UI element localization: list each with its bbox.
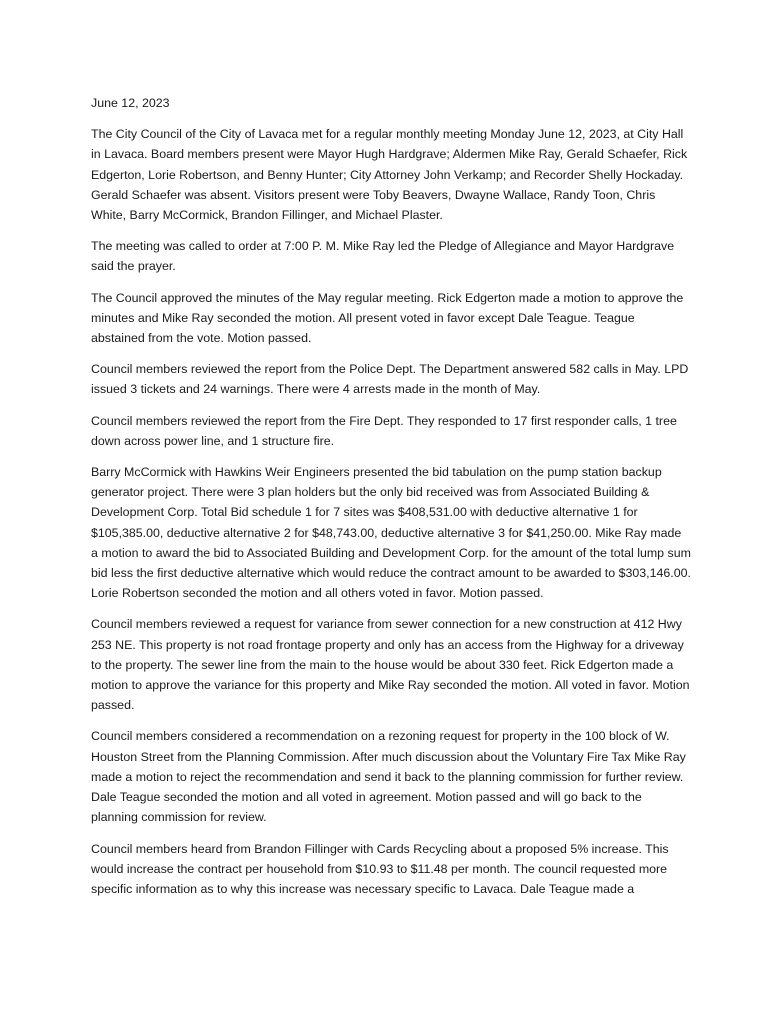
paragraph-sewer-variance: Council members reviewed a request for variance from sewer connection for a new construction at 412 Hwy 253 NE. This property is not road frontage property and only has an access from the Highway for a driveway to the property. The sewer line from the main to the house would be about 330 feet. Rick Edgerton made a motion to approve the variance for this property and Mike Ray seconded the motion. All voted in favor. Motion passed. bbox=[91, 617, 690, 713]
paragraph-attendance: The City Council of the City of Lavaca met for a regular monthly meeting Monday June 12, 2023, at City Hall in Lavaca. Board members present were Mayor Hugh Hardgrave; Aldermen Mike Ray, Gerald Schaefer, Rick Edgerton, Lorie Robertson, and Benny Hunter; City Attorney John Verkamp; and Recorder Shelly Hockaday. Gerald Schaefer was absent. Visitors present were Toby Beavers, Dwayne Wallace, Randy Toon, Chris White, Barry McCormick, Brandon Fillinger, and Michael Plaster. bbox=[91, 127, 688, 223]
paragraph-bid-tabulation: Barry McCormick with Hawkins Weir Engineers presented the bid tabulation on the pump station backup generator project. There were 3 plan holders but the only bid received was from Associated Building & Development Corp. Total Bid schedule 1 for 7 sites was $408,531.00 with deductive alternative 1 for $105,385.00, deductive alternative 2 for $48,743.00, deductive alternative 3 for $41,250.00. Mike Ray made a motion to award the bid to Associated Building and Development Corp. for the amount of the total lump sum bid less the first deductive alternative which would reduce the contract amount to be awarded to $303,146.00. Lorie Robertson seconded the motion and all others voted in favor. Motion passed. bbox=[91, 465, 691, 601]
paragraph-fire-report: Council members reviewed the report from the Fire Dept. They responded to 17 first responder calls, 1 tree down across power line, and 1 structure fire. bbox=[91, 413, 677, 448]
paragraph-police-report: Council members reviewed the report from the Police Dept. The Department answered 582 calls in May. LPD issued 3 tickets and 24 warnings. There were 4 arrests made in the month of May. bbox=[91, 362, 689, 397]
paragraph-recycling: Council members heard from Brandon Fillinger with Cards Recycling about a proposed 5% increase. This would increase the contract per household from $10.93 to $11.48 per month. The council requested more specific information as to why this increase was necessary specific to Lavaca. Dale Teague made a bbox=[91, 841, 669, 896]
meeting-date: June 12, 2023 bbox=[91, 96, 170, 110]
paragraph-minutes-approval: The Council approved the minutes of the May regular meeting. Rick Edgerton made a motion to approve the minutes and Mike Ray seconded the motion. All present voted in favor except Dale Teague. Teague abstained from the vote. Motion passed. bbox=[91, 290, 684, 346]
paragraph-call-to-order: The meeting was called to order at 7:00 P. M. Mike Ray led the Pledge of Allegiance and Mayor Hardgrave said the prayer. bbox=[91, 239, 675, 274]
paragraph-rezoning: Council members considered a recommendation on a rezoning request for property in the 100 block of W. Houston Street from the Planning Commission. After much discussion about the Voluntary Fire Tax Mike Ray made a motion to reject the recommendation and send it back to the planning commission for further review. Dale Teague seconded the motion and all voted in agreement. Motion passed and will go back to the planning commission for review. bbox=[91, 729, 686, 825]
minutes-body bbox=[91, 93, 691, 910]
